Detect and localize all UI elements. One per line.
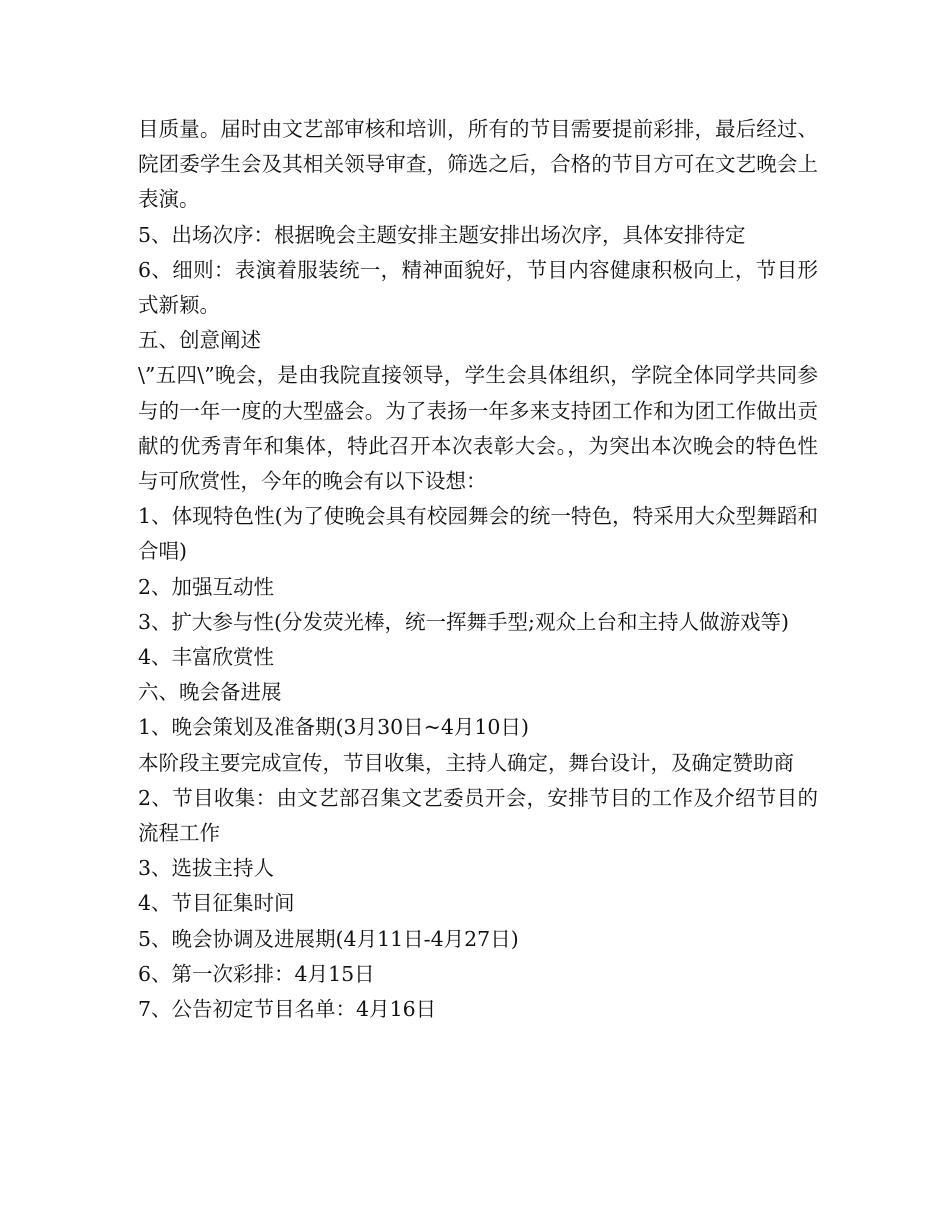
- paragraph-idea-2: 2、加强互动性: [138, 574, 275, 599]
- document-body: [138, 112, 818, 1027]
- paragraph-step-4: 4、节目征集时间: [138, 891, 295, 916]
- paragraph-creative-intro: \”五四\”晚会，是由我院直接领导，学生会具体组织，学院全体同学共同参与的一年一度的大型盛会。为了表扬一年多来支持团工作和为团工作做出贡献的优秀青年和集体，特此召开本次表彰大会。，为突出本次晚会的特色性与可欣赏性，今年的晚会有以下设想：: [138, 363, 818, 494]
- paragraph-idea-3: 3、扩大参与性(分发荧光棒，统一挥舞手型;观众上台和主持人做游戏等): [138, 609, 789, 634]
- paragraph-step-3: 3、选拔主持人: [138, 856, 275, 881]
- paragraph-idea-1: 1、体现特色性(为了使晚会具有校园舞会的统一特色，特采用大众型舞蹈和合唱): [138, 504, 818, 564]
- paragraph-idea-4: 4、丰富欣赏性: [138, 645, 275, 670]
- paragraph-item-5-order: 5、出场次序：根据晚会主题安排主题安排出场次序，具体安排待定: [138, 222, 746, 247]
- paragraph-step-6: 6、第一次彩排：4月15日: [138, 961, 375, 986]
- paragraph-phase-1-detail: 本阶段主要完成宣传，节目收集，主持人确定，舞台设计，及确定赞助商: [138, 750, 794, 775]
- section-heading-5: 五、创意阐述: [138, 328, 261, 353]
- paragraph-step-7: 7、公告初定节目名单：4月16日: [138, 997, 437, 1022]
- paragraph-item-6-rules: 6、细则：表演着服装统一，精神面貌好，节目内容健康积极向上，节目形式新颖。: [138, 257, 818, 318]
- paragraph-continuation: 目质量。届时由文艺部审核和培训，所有的节目需要提前彩排，最后经过、院团委学生会及其相关领导审查，筛选之后，合格的节目方可在文艺晚会上表演。: [138, 117, 818, 212]
- paragraph-phase-1: 1、晚会策划及准备期(3月30日~4月10日): [138, 715, 529, 740]
- section-heading-6: 六、晚会备进展: [138, 680, 282, 705]
- paragraph-step-5: 5、晚会协调及进展期(4月11日-4月27日): [138, 926, 519, 951]
- paragraph-step-2: 2、节目收集：由文艺部召集文艺委员开会，安排节目的工作及介绍节目的流程工作: [138, 785, 818, 846]
